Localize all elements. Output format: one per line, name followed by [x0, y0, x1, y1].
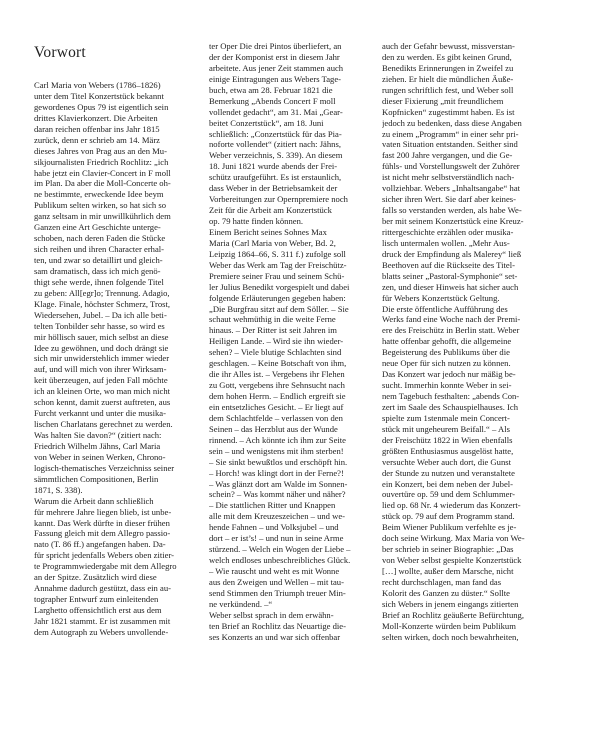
- text-line: Moll-Konzerte würden beim Publikum: [382, 620, 516, 631]
- text-line: Seinen – das Herzblut aus der Wunde: [209, 423, 338, 434]
- text-line: stück op. 79 auf dem Programm stand.: [382, 511, 515, 522]
- text-line: Kopfnicken“ zugestimmt haben. Es ist: [382, 106, 515, 117]
- text-line: schütz uraufgeführt. Es ist erstaunlich,: [209, 172, 342, 183]
- text-line: ein Konzert, bei dem neben der Jubel-: [382, 478, 514, 489]
- text-line: beitet Conzertstück“, am 18. Juni: [209, 117, 324, 128]
- text-line: 1871, S. 338).: [34, 484, 83, 495]
- text-line: sämmtlichen Compositionen, Berlin: [34, 473, 159, 484]
- text-line: noforte vollendet“ (zitiert nach: Jähns,: [209, 139, 341, 150]
- text-line: Wiedersehen, Jubel. – Da ich alle beti-: [34, 309, 167, 320]
- text-line: ere des Freischütz in Berlin statt. Weber: [382, 325, 520, 336]
- text-line: für spricht jedenfalls Webers oben zitier-: [34, 550, 175, 561]
- text-line: die ihr Alles ist. – Vergebens ihr Flehen: [209, 369, 345, 380]
- text-line: Benedikts Erinnerungen in Zweifel zu: [382, 62, 514, 73]
- text-line: Ganzen eine Art Geschichte unterge-: [34, 222, 161, 233]
- text-line: Weber verzeichnis, S. 339). An diesem: [209, 150, 343, 161]
- text-line: einige Eintragungen aus Webers Tage-: [209, 73, 342, 84]
- text-line: jedoch zu bedenken, dass diese Angaben: [382, 117, 522, 128]
- text-line: zurück, denn er schrieb am 14. März: [34, 134, 160, 145]
- text-line: dem hohen Herrn. – Endlich ergreift sie: [209, 391, 346, 401]
- text-line: sehen? – Viele blutige Schlachten sind: [209, 347, 342, 358]
- text-line: Was halten Sie davon?“ (zitiert nach:: [34, 430, 162, 440]
- text-line: Jahr 1821 stammt. Er ist zusammen mit: [34, 615, 171, 626]
- text-line: te Programmwiedergabe mit dem Allegro: [34, 561, 177, 572]
- text-line: mir höllisch sauer, mich selbst an diese: [34, 331, 169, 342]
- text-line: dort – er ist’s! – und nun in seine Arme: [209, 533, 344, 544]
- text-line: arbeitete. Aus jener Zeit stammen auch: [209, 62, 344, 73]
- text-line: der der Komponist erst in diesem Jahr: [209, 51, 340, 62]
- text-line: vollendet gedacht“, am 31. Mai „Gear-: [209, 106, 343, 117]
- text-line: drittes Klavierkonzert. Die Arbeiten: [34, 112, 158, 123]
- text-line: 18. Juni 1821 wurde abends der Frei-: [209, 161, 338, 172]
- text-line: schaut wehmüthig in die weite Ferne: [209, 314, 336, 325]
- text-line: rittergeschichte erzählen oder musika-: [382, 226, 514, 237]
- text-line: von Weber in seinen Werken, Chrono-: [34, 451, 166, 462]
- text-line: ganz seltsam in mir unwillkührlich dem: [34, 211, 171, 222]
- text-line: nem Tagebuch festhalten: „abends Con-: [382, 391, 520, 401]
- text-line: Das Konzert war jedoch nur mäßig be-: [382, 369, 516, 380]
- text-line: Brief an Rochlitz geäußerte Befürchtung,: [382, 609, 524, 620]
- text-line: hatte offenbar gehofft, die allgemeine: [382, 336, 512, 347]
- text-line: Friedrich Wilhelm Jähns, Carl Maria: [34, 440, 161, 451]
- text-line: für mehrere Jahre liegen blieb, ist unbe-: [34, 506, 172, 517]
- text-line: alle mit dem Kreuzeszeichen – und we-: [209, 511, 346, 522]
- text-line: ter Oper Die drei Pintos überliefert, an: [209, 41, 342, 51]
- text-line: aus den Zweigen und Wellen – mit tau-: [209, 576, 344, 587]
- text-line: falls so verstanden werden, als habe We-: [382, 205, 522, 216]
- text-line: selten wirken, doch noch bewahrheiten,: [382, 631, 519, 642]
- text-line: folgende Erläuterungen gegeben haben:: [209, 292, 346, 303]
- text-line: schon kennt, damit zuerst auftreten, aus: [34, 397, 171, 408]
- text-line: sein – und wenigstens mit ihm sterben!: [209, 445, 344, 456]
- text-line: Vorbereitungen zur Opernpremiere noch: [209, 194, 348, 205]
- text-line: Zeit für die Arbeit am Konzertstück: [209, 205, 332, 216]
- text-line: Furcht verkannt und unter die musika-: [34, 408, 166, 419]
- text-line: sucht. Immerhin konnte Weber in sei-: [382, 380, 512, 391]
- text-line: – Wie rauscht und weht es mit Wonne: [209, 566, 340, 576]
- text-line: stück mit ungeheurem Beifall.“ – Als: [382, 423, 510, 434]
- text-line: stürzend. – Welch ein Wogen der Liebe –: [209, 544, 351, 555]
- text-line: logisch-thematisches Verzeichniss seiner: [34, 462, 175, 473]
- text-line: buch, etwa am 28. Februar 1821 die: [209, 84, 333, 95]
- text-line: – Was glänzt dort am Walde im Sonnen-: [209, 478, 348, 489]
- text-line: ziehen. Er hielt die mündlichen Äuße-: [382, 73, 514, 84]
- text-line: dem Autograph zu Webers unvollende-: [34, 626, 169, 637]
- text-column-1: [34, 80, 200, 638]
- text-line: neue Oper für sich nutzen zu können.: [382, 358, 511, 369]
- text-line: ist nicht mehr selbstverständlich nach-: [382, 172, 515, 183]
- text-line: Premiere seiner Frau und seinem Schü-: [209, 270, 345, 281]
- text-line: Heiligen Lande. – Wird sie ihn wieder-: [209, 336, 344, 347]
- text-line: tographer Entwurf zum einleitenden: [34, 594, 159, 605]
- text-line: Klage. Finale, höchster Schmerz, Trost,: [34, 298, 171, 309]
- text-line: zen, und dieser Hinweis hat sicher auch: [382, 281, 519, 292]
- text-line: versuchte Weber auch dort, die Gunst: [382, 456, 511, 467]
- text-line: druck der Empfindung als Malerey“ ließ: [382, 248, 522, 259]
- text-line: blatts seiner „Pastoral-Symphonie“ set-: [382, 270, 518, 281]
- text-line: gewordenes Opus 79 ist eigentlich sein: [34, 101, 169, 112]
- text-line: hende Fahnen – und Volksjubel – und: [209, 522, 339, 533]
- text-line: Beim Wiener Publikum verfehlte es je-: [382, 522, 517, 533]
- text-line: telten Tonbilder sehr hasse, so wird es: [34, 320, 165, 331]
- text-line: hinaus. – Der Ritter ist seit Jahren im: [209, 325, 337, 336]
- text-line: sikjournalisten Friedrich Rochlitz: „ich: [34, 156, 169, 167]
- text-line: – Horch! was klingt dort in der Ferne?!: [209, 467, 344, 478]
- text-line: ich an kleinen Orte, wo man mich nicht: [34, 386, 171, 397]
- text-line: daran reichen offenbar ins Jahr 1815: [34, 123, 160, 134]
- text-line: Beethoven auf die Rückseite des Titel-: [382, 259, 515, 270]
- text-line: lied op. 68 Nr. 4 wiederum das Konzert-: [382, 500, 521, 511]
- text-line: ler Julius Benedikt vorgespielt und dabei: [209, 281, 350, 292]
- text-line: spielte zum 1stenmale mein Concert-: [382, 412, 510, 423]
- text-line: thigt sehe werde, ihnen folgende Titel: [34, 276, 164, 287]
- text-line: ein entsetzliches Gesicht. – Er liegt auf: [209, 401, 344, 412]
- text-line: Publikum selten wirken, so hat sich so: [34, 200, 166, 211]
- text-line: für Webers Konzertstück Geltung.: [382, 292, 500, 303]
- text-line: zu Gott, vergebens ihre Sehnsucht nach: [209, 380, 345, 391]
- text-line: ber schrieb in seiner Biographie: „Das: [382, 544, 514, 555]
- text-line: habe jetzt ein Clavier-Concert in F moll: [34, 167, 171, 178]
- text-line: rungen schriftlich fest, und Weber soll: [382, 84, 514, 95]
- text-line: sich reihen und ihren Character erhal-: [34, 244, 165, 255]
- text-line: im Plan. Da aber die Moll-Concerte oh-: [34, 178, 171, 189]
- text-line: Begeisterung des Publikums über die: [382, 347, 510, 358]
- text-line: ne verkündend. –“: [209, 598, 273, 609]
- text-line: an der Spitze. Zusätzlich wird diese: [34, 572, 157, 583]
- text-line: vollziehbar. Webers „Inhaltsangabe“ hat: [382, 183, 521, 194]
- text-line: Idee zu gewöhnen, und doch drängt sie: [34, 342, 169, 353]
- text-line: schein? – Was kommt näher und näher?: [209, 489, 346, 500]
- text-line: von Weber selbst gespielte Konzertstück: [382, 555, 522, 566]
- text-line: fühls- und Vorstellungswelt der Zuhörer: [382, 161, 520, 172]
- text-line: ses Konzerts an und war sich offenbar: [209, 631, 341, 642]
- text-line: sam dramatisch, dass ich mich genö-: [34, 265, 161, 276]
- page-title: Vorwort: [34, 44, 86, 61]
- text-line: keit überzeugen, auf jeden Fall möchte: [34, 375, 168, 386]
- text-line: schließlich: „Conzertstück für das Pia-: [209, 128, 342, 139]
- text-line: sich Webers in jenem eingangs zitierten: [382, 598, 519, 609]
- text-line: Leipzig 1864–66, S. 311 f.) zufolge soll: [209, 248, 346, 259]
- text-line: dieses Jahres von Prag aus an den Mu-: [34, 145, 167, 156]
- text-line: Bemerkung „Abends Concert F moll: [209, 95, 336, 106]
- text-line: Carl Maria von Webers (1786–1826): [34, 80, 161, 90]
- text-line: ne bestimmte, erweckende Idee beym: [34, 189, 164, 200]
- text-line: ber mit seinem Konzertstück eine Kreuz-: [382, 216, 524, 226]
- text-line: Weber das Werk am Tag der Freischütz-: [209, 259, 347, 270]
- text-line: sicher ihren Wert. Sie darf aber keines-: [382, 194, 516, 205]
- text-line: Einem Bericht seines Sohnes Max: [209, 226, 327, 237]
- text-line: zu einem „Programm“ in einer sehr pri-: [382, 128, 519, 139]
- text-line: Larghetto offensichtlich erst aus dem: [34, 605, 162, 615]
- text-line: welch endloses unbeschreibliches Glück.: [209, 555, 351, 566]
- text-line: der Freischütz 1822 in Wien ebenfalls: [382, 434, 513, 445]
- text-line: recht durchschlagen, man fand das: [382, 576, 502, 587]
- text-line: lischen Charlatans gerechnet zu werden.: [34, 419, 173, 430]
- text-line: Fassung gleich mit dem Allegro passio-: [34, 528, 171, 539]
- text-line: dass Weber in der Betriebsamkeit der: [209, 183, 338, 194]
- text-line: Werks fand eine Woche nach der Premi-: [382, 314, 521, 325]
- text-line: Die erste öffentliche Aufführung des: [382, 303, 508, 314]
- text-line: ouvertüre op. 59 und dem Schlummer-: [382, 489, 516, 500]
- text-line: – Die stattlichen Ritter und Knappen: [209, 500, 336, 511]
- text-line: zu geben: All[egr]o; Trennung. Adagio,: [34, 287, 170, 298]
- text-line: sich mir unwiderstehlich immer wieder: [34, 353, 170, 364]
- text-column-2: [209, 41, 373, 643]
- text-line: geschlagen. – Keine Botschaft von ihm,: [209, 358, 347, 369]
- text-line: den zu werden. Es gibt keinen Grund,: [382, 51, 512, 62]
- text-line: nato (T. 86 ff.) angefangen haben. Da-: [34, 539, 166, 550]
- text-line: schoben, nach deren Faden die Stücke: [34, 233, 166, 244]
- text-line: auch der Gefahr bewusst, missverstan-: [382, 41, 515, 51]
- text-line: ten, und zwar so detaillirt und gleich-: [34, 255, 163, 265]
- text-line: zert im Saale des Schauspielhauses. Ich: [382, 401, 519, 412]
- text-column-3: [382, 41, 550, 643]
- text-line: ten Brief an Rochlitz das Neuartige die-: [209, 620, 346, 631]
- text-line: send Stimmen den Triumph treuer Min-: [209, 587, 346, 598]
- text-line: „Die Burgfrau sitzt auf dem Söller. – Sie: [209, 303, 349, 314]
- text-line: Warum die Arbeit dann schließlich: [34, 495, 154, 506]
- text-line: unter dem Titel Konzertstück bekannt: [34, 90, 164, 101]
- text-line: […] wollte, außer dem Marsche, nicht: [382, 566, 514, 576]
- text-line: der Stunde zu nutzen und veranstaltete: [382, 467, 515, 478]
- text-line: fast 200 Jahre vergangen, und die Ge-: [382, 150, 513, 161]
- text-line: rinnend. – Ach könnte ich ihm zur Seite: [209, 434, 346, 445]
- text-line: lisch untermalen wollen. „Mehr Aus-: [382, 237, 510, 248]
- text-line: kannt. Das Werk dürfte in dieser frühen: [34, 517, 170, 528]
- text-line: op. 79 hatte finden können.: [209, 216, 304, 226]
- text-line: dieser Fixierung „mit freundlichem: [382, 95, 504, 106]
- text-line: vaten Situation entstanden. Seither sind: [382, 139, 518, 150]
- text-line: Weber selbst sprach in dem erwähn-: [209, 609, 334, 620]
- text-line: – Sie sinkt bewußtlos und erschöpft hin.: [209, 456, 348, 467]
- text-line: Kolorit des Ganzen zu düster.“ Sollte: [382, 587, 510, 598]
- text-line: dem Schlachtfelde – verlassen von den: [209, 412, 343, 423]
- text-line: auf, und will mich von ihrer Wirksam-: [34, 364, 167, 375]
- text-line: Maria (Carl Maria von Weber, Bd. 2,: [209, 237, 336, 248]
- text-line: doch seine Wirkung. Max Maria von We-: [382, 533, 525, 544]
- text-line: größten Enthusiasmus ausgelöst hatte,: [382, 445, 514, 456]
- text-line: Annahme dadurch gestützt, dass ein au-: [34, 583, 171, 594]
